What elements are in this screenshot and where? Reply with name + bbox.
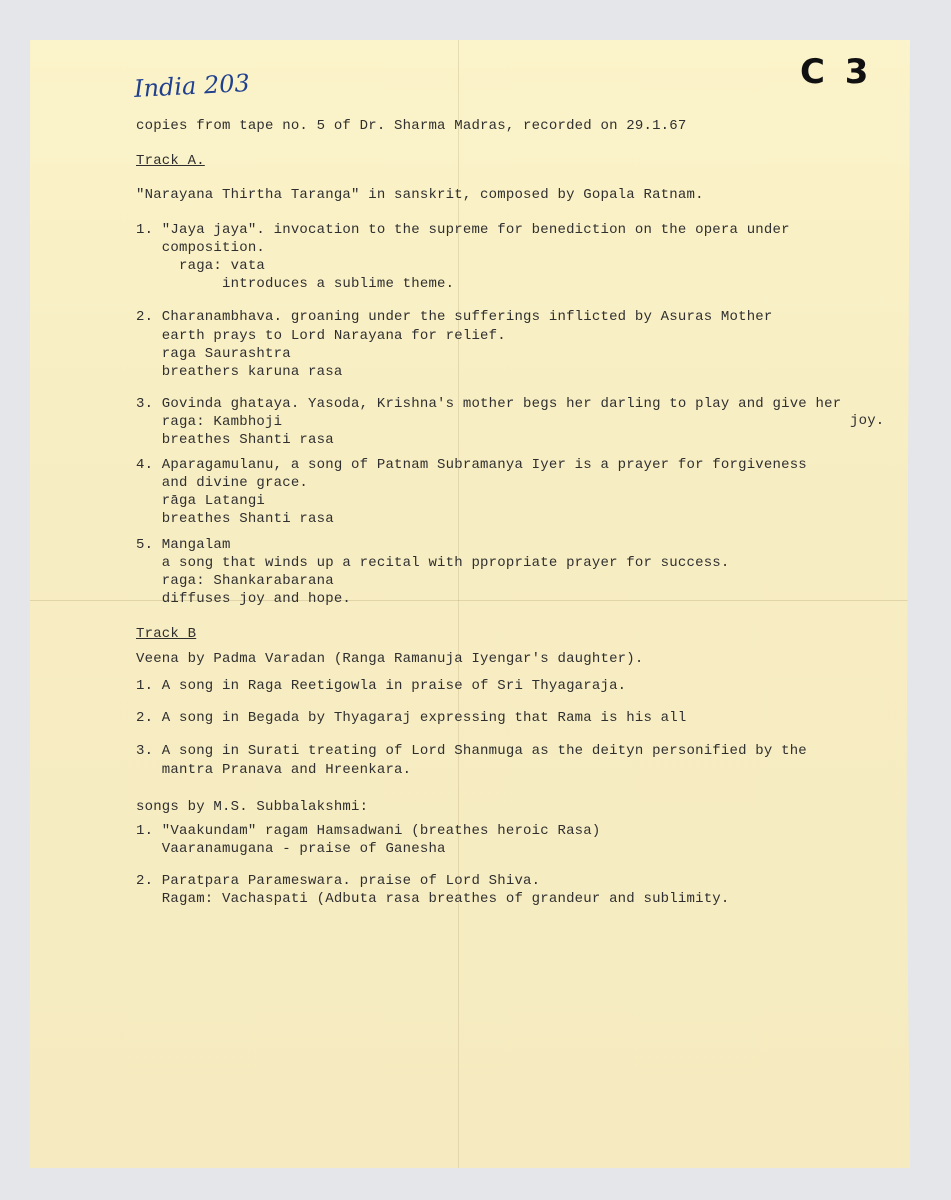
item-line: and divine grace.	[136, 475, 309, 491]
item-line: 3. Govinda ghataya. Yasoda, Krishna's mother begs her darling to play and give her	[136, 396, 842, 412]
item-line: 2. A song in Begada by Thyagaraj expressing that Rama is his all	[136, 710, 687, 726]
item-line: 1. "Vaakundam" ragam Hamsadwani (breathes heroic Rasa)	[136, 823, 601, 839]
item-line: 3. A song in Surati treating of Lord Shanmuga as the deityn personified by the	[136, 743, 807, 759]
item-line-continuation: joy.	[850, 413, 885, 429]
item-line: Ragam: Vachaspati (Adbuta rasa breathes of grandeur and sublimity.	[136, 891, 730, 907]
item-line: 4. Aparagamulanu, a song of Patnam Subramanya Iyer is a prayer for forgiveness	[136, 457, 807, 473]
item-line: 1. "Jaya jaya". invocation to the supreme for benediction on the opera under	[136, 222, 790, 238]
track-a-intro: "Narayana Thirtha Taranga" in sanskrit, composed by Gopala Ratnam.	[136, 187, 704, 203]
header-line: copies from tape no. 5 of Dr. Sharma Madras, recorded on 29.1.67	[136, 118, 687, 134]
item-line: 2. Paratpara Parameswara. praise of Lord Shiva.	[136, 873, 541, 889]
handwritten-archive-label: India 203	[133, 68, 251, 104]
track-b-intro: Veena by Padma Varadan (Ranga Ramanuja Iyengar's daughter).	[136, 651, 644, 667]
item-line: mantra Pranava and Hreenkara.	[136, 762, 412, 778]
item-line: a song that winds up a recital with ppropriate prayer for success.	[136, 555, 730, 571]
item-line: introduces a sublime theme.	[136, 276, 455, 292]
track-a-heading: Track A.	[136, 153, 205, 169]
paper-fold-vertical	[458, 40, 459, 1168]
item-line: raga: vata	[136, 258, 266, 274]
item-line: 1. A song in Raga Reetigowla in praise of Sri Thyagaraja.	[136, 678, 627, 694]
item-line: Vaaranamugana - praise of Ganesha	[136, 841, 446, 857]
item-line: breathes Shanti rasa	[136, 511, 334, 527]
item-line: earth prays to Lord Narayana for relief.	[136, 328, 506, 344]
item-line: diffuses joy and hope.	[136, 591, 352, 607]
item-line: breathes Shanti rasa	[136, 432, 334, 448]
item-line: composition.	[136, 240, 266, 256]
handwritten-reference-code: C 3	[800, 52, 873, 92]
item-line: raga: Kambhoji	[136, 414, 283, 430]
track-b-heading: Track B	[136, 626, 197, 642]
item-line: 2. Charanambhava. groaning under the sufferings inflicted by Asuras Mother	[136, 309, 773, 325]
item-line: 5. Mangalam	[136, 537, 231, 553]
item-line: raga: Shankarabarana	[136, 573, 334, 589]
item-line: breathers karuna rasa	[136, 364, 343, 380]
item-line: rāga Latangi	[136, 493, 266, 509]
subbalakshmi-heading: songs by M.S. Subbalakshmi:	[136, 799, 369, 815]
item-line: raga Saurashtra	[136, 346, 291, 362]
